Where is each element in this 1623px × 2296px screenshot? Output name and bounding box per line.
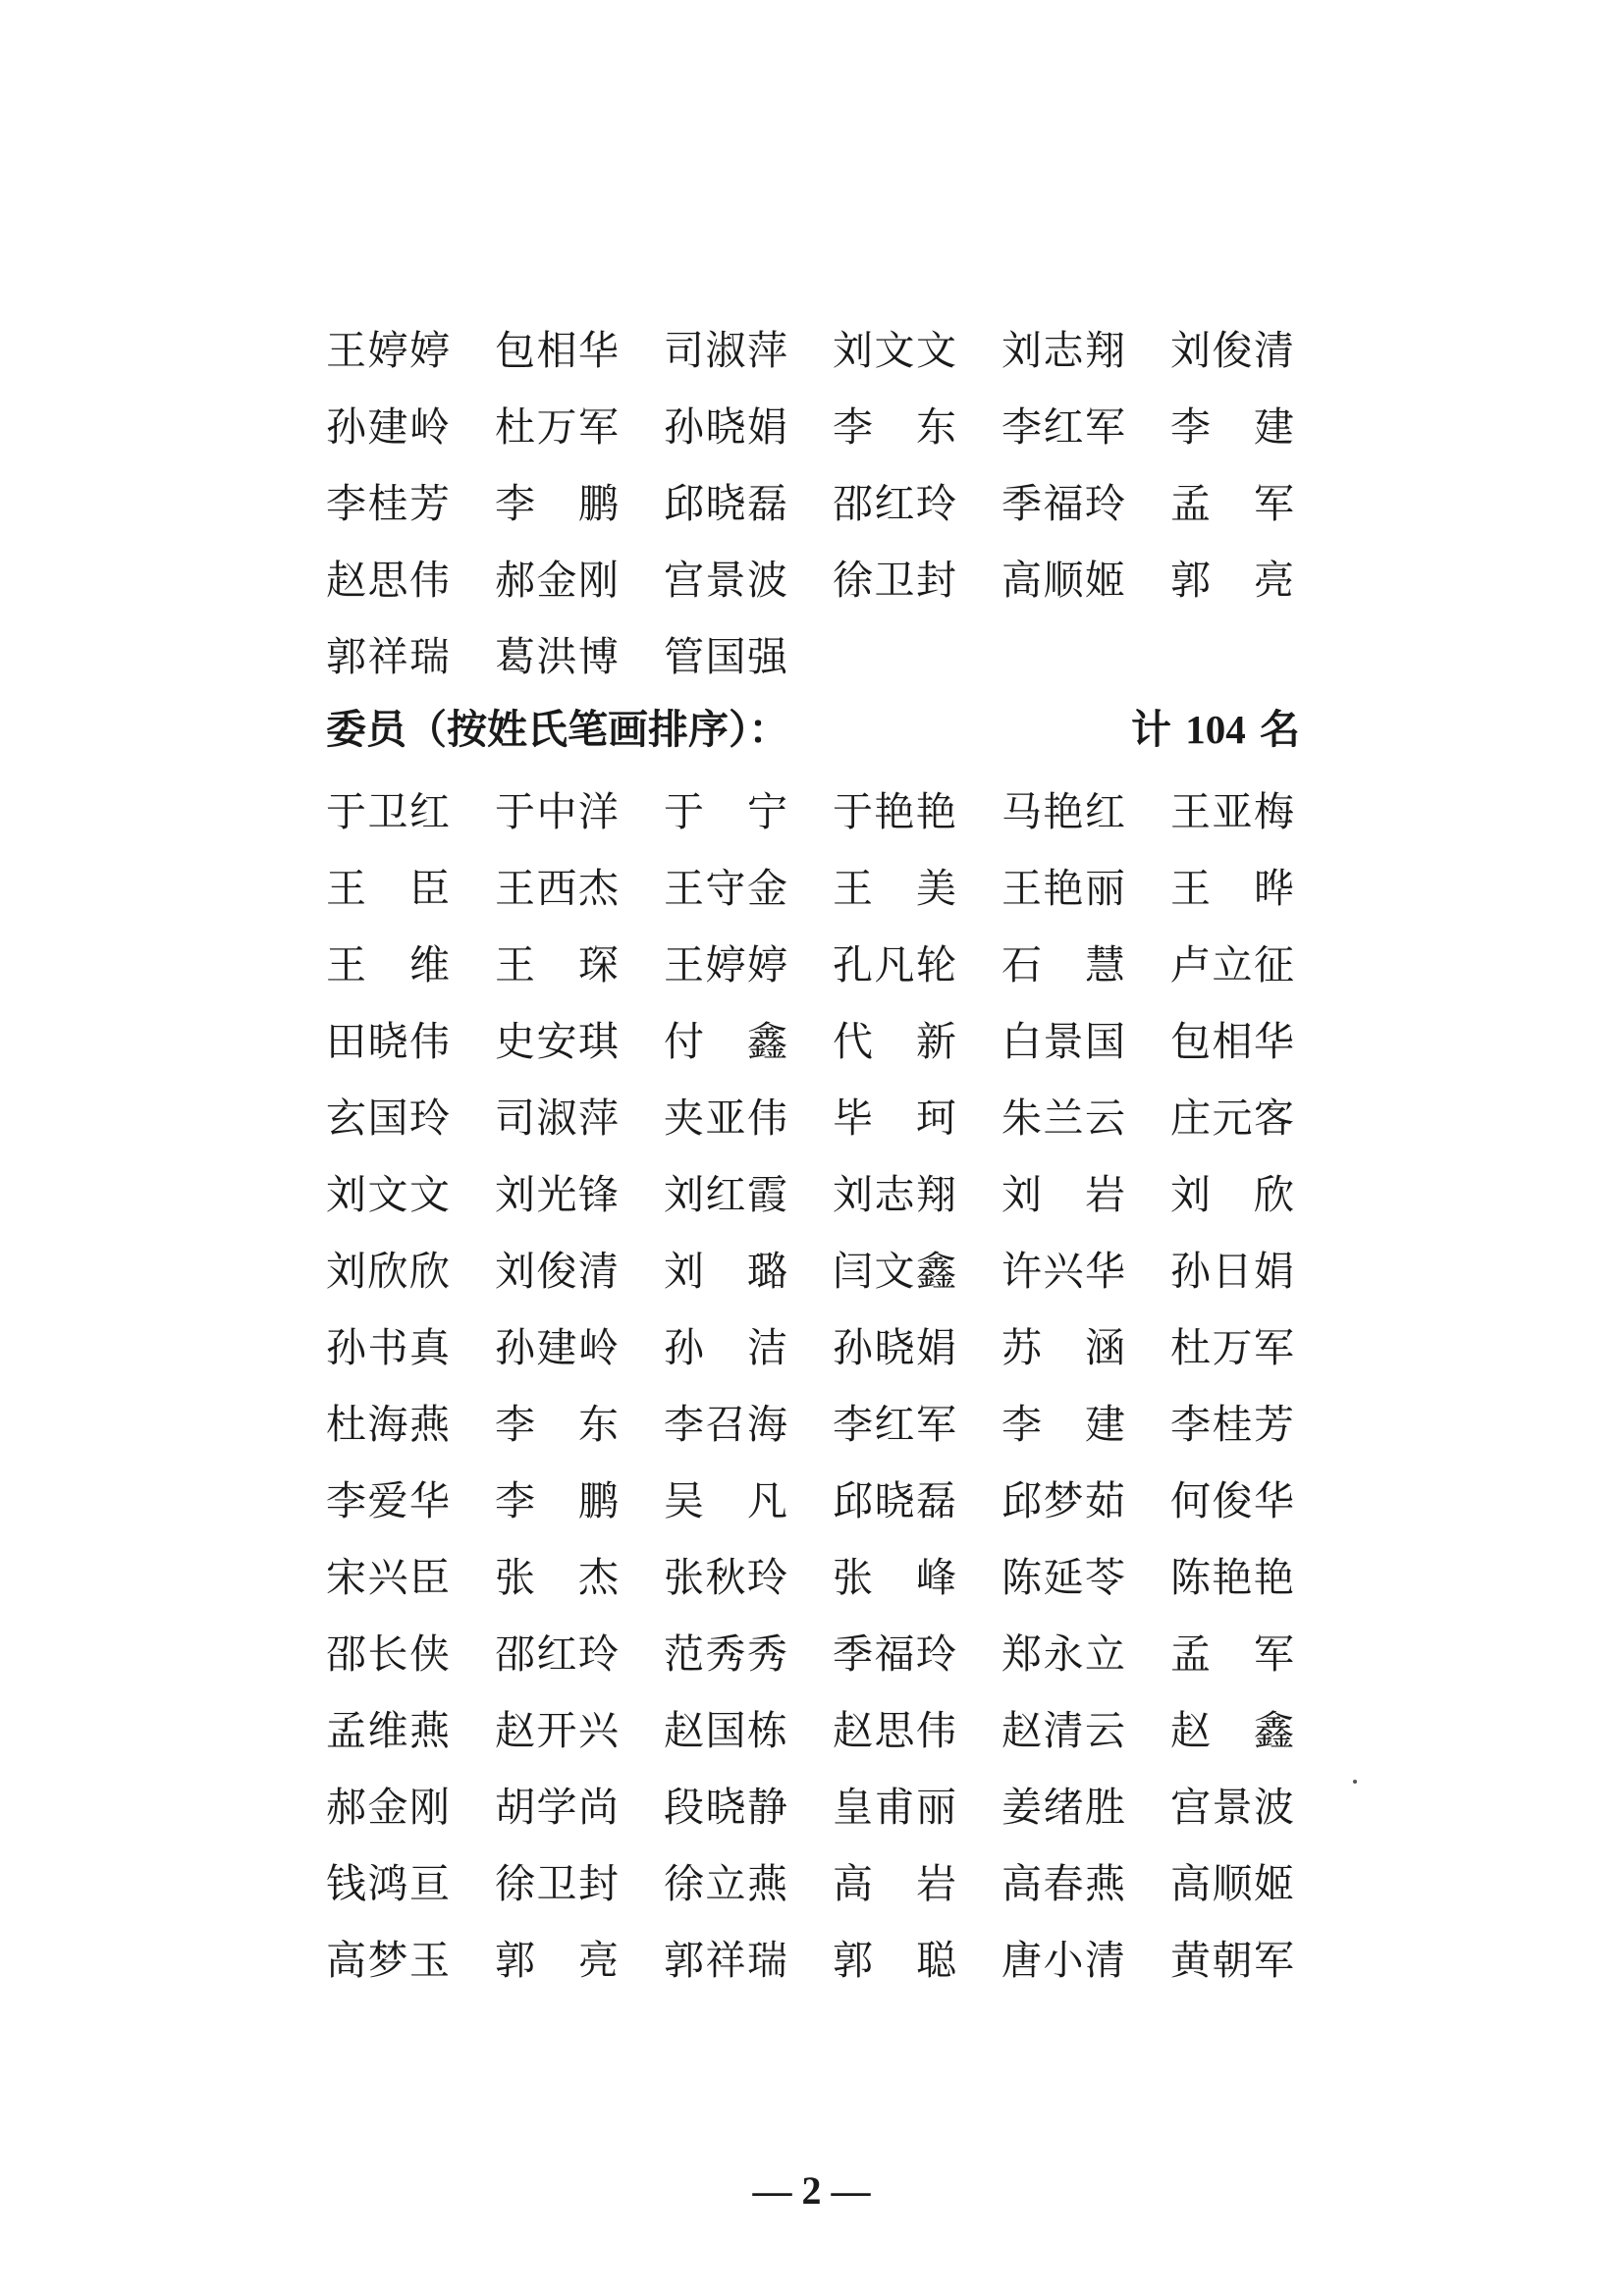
name-row (326, 1769, 1300, 1845)
members-label: 委员（按姓氏笔画排序）： (326, 705, 789, 753)
person-name: 白景国 (1001, 1018, 1125, 1065)
person-name: 杜万军 (1170, 1324, 1294, 1371)
person-name: 徐卫封 (495, 1860, 619, 1907)
name-row (326, 1080, 1300, 1156)
person-name: 王 美 (833, 865, 956, 912)
members-name-list (326, 774, 1300, 1999)
person-name: 张 杰 (495, 1554, 619, 1601)
person-name: 于 宁 (664, 788, 787, 835)
person-name: 陈延苓 (1001, 1554, 1125, 1601)
person-name: 王 维 (326, 941, 450, 988)
person-name: 庄元客 (1170, 1095, 1294, 1142)
person-name: 赵 鑫 (1170, 1707, 1294, 1754)
person-name: 范秀秀 (664, 1630, 787, 1678)
person-name: 许兴华 (1001, 1248, 1125, 1295)
person-name: 刘 岩 (1001, 1171, 1125, 1218)
person-name: 赵思伟 (326, 557, 450, 604)
person-name: 李红军 (833, 1401, 956, 1448)
person-name: 刘俊清 (1170, 327, 1294, 374)
name-row (326, 1003, 1300, 1080)
person-name: 郭祥瑞 (326, 633, 450, 680)
person-name: 包相华 (1170, 1018, 1294, 1065)
person-name: 李 建 (1170, 403, 1294, 451)
person-name: 宫景波 (1170, 1784, 1294, 1831)
name-row (326, 1463, 1300, 1539)
person-name: 孙日娟 (1170, 1248, 1294, 1295)
person-name: 杜万军 (495, 403, 619, 451)
person-name: 王 臣 (326, 865, 450, 912)
person-name: 李爱华 (326, 1477, 450, 1524)
person-name: 刘文文 (833, 327, 956, 374)
name-row (326, 1922, 1300, 1999)
person-name: 郝金刚 (495, 557, 619, 604)
person-name: 赵开兴 (495, 1707, 619, 1754)
person-name: 李 东 (495, 1401, 619, 1448)
person-name: 李桂芳 (326, 480, 450, 527)
person-name: 赵思伟 (833, 1707, 956, 1754)
person-name: 陈艳艳 (1170, 1554, 1294, 1601)
person-name: 郭 亮 (1170, 557, 1294, 604)
person-name: 张 峰 (833, 1554, 956, 1601)
person-name: 唐小清 (1001, 1937, 1125, 1984)
person-name: 李桂芳 (1170, 1401, 1294, 1448)
person-name: 吴 凡 (664, 1477, 787, 1524)
person-name: 刘红霞 (664, 1171, 787, 1218)
person-name: 刘俊清 (495, 1248, 619, 1295)
person-name: 闫文鑫 (833, 1248, 956, 1295)
person-name: 孟 军 (1170, 1630, 1294, 1678)
person-name: 孔凡轮 (833, 941, 956, 988)
person-name: 高顺姬 (1001, 557, 1125, 604)
person-name: 王守金 (664, 865, 787, 912)
person-name: 宋兴臣 (326, 1554, 450, 1601)
name-row (326, 1156, 1300, 1233)
person-name: 葛洪博 (495, 633, 619, 680)
person-name: 宫景波 (664, 557, 787, 604)
page-number: — 2 — (752, 2168, 871, 2213)
person-name: 管国强 (664, 633, 787, 680)
name-row (326, 1233, 1300, 1309)
person-name: 季福玲 (833, 1630, 956, 1678)
person-name: 苏 涵 (1001, 1324, 1125, 1371)
person-name: 郭 聪 (833, 1937, 956, 1984)
person-name: 孙晓娟 (664, 403, 787, 451)
person-name: 刘志翔 (833, 1171, 956, 1218)
person-name: 邱梦茹 (1001, 1477, 1125, 1524)
person-name: 王艳丽 (1001, 865, 1125, 912)
person-name: 皇甫丽 (833, 1784, 956, 1831)
person-name: 杜海燕 (326, 1401, 450, 1448)
person-name: 刘 欣 (1170, 1171, 1294, 1218)
person-name: 王婷婷 (664, 941, 787, 988)
members-count-number: 104 (1185, 706, 1246, 752)
name-row (326, 1539, 1300, 1616)
person-name: 李 建 (1001, 1401, 1125, 1448)
person-name: 于中洋 (495, 788, 619, 835)
person-name: 刘志翔 (1001, 327, 1125, 374)
person-name: 郭 亮 (495, 1937, 619, 1984)
name-row (326, 389, 1300, 465)
first-name-list (326, 312, 1300, 695)
person-name: 包相华 (495, 327, 619, 374)
person-name: 段晓静 (664, 1784, 787, 1831)
person-name: 邱晓磊 (664, 480, 787, 527)
name-row (326, 465, 1300, 542)
name-row (326, 927, 1300, 1003)
name-row (326, 1386, 1300, 1463)
name-row (326, 1692, 1300, 1769)
person-name: 夹亚伟 (664, 1095, 787, 1142)
members-count-prefix: 计 (1130, 705, 1171, 753)
person-name: 高 岩 (833, 1860, 956, 1907)
person-name: 孙晓娟 (833, 1324, 956, 1371)
person-name: 钱鸿亘 (326, 1860, 450, 1907)
person-name: 司淑萍 (664, 327, 787, 374)
person-name: 毕 珂 (833, 1095, 956, 1142)
person-name: 高梦玉 (326, 1937, 450, 1984)
person-name: 赵国栋 (664, 1707, 787, 1754)
person-name: 刘光锋 (495, 1171, 619, 1218)
person-name: 孙建岭 (495, 1324, 619, 1371)
person-name: 李 鹏 (495, 1477, 619, 1524)
person-name: 孟 军 (1170, 480, 1294, 527)
person-name: 王 琛 (495, 941, 619, 988)
name-row (326, 1309, 1300, 1386)
person-name: 卢立征 (1170, 941, 1294, 988)
person-name: 王 晔 (1170, 865, 1294, 912)
person-name: 黄朝军 (1170, 1937, 1294, 1984)
name-row (326, 1845, 1300, 1922)
person-name: 王亚梅 (1170, 788, 1294, 835)
name-row (326, 618, 1300, 695)
person-name: 马艳红 (1001, 788, 1125, 835)
person-name: 高春燕 (1001, 1860, 1125, 1907)
person-name: 孟维燕 (326, 1707, 450, 1754)
person-name: 高顺姬 (1170, 1860, 1294, 1907)
person-name: 王婷婷 (326, 327, 450, 374)
person-name: 邵长侠 (326, 1630, 450, 1678)
person-name: 孙建岭 (326, 403, 450, 451)
person-name: 胡学尚 (495, 1784, 619, 1831)
person-name: 何俊华 (1170, 1477, 1294, 1524)
person-name: 张秋玲 (664, 1554, 787, 1601)
person-name: 孙书真 (326, 1324, 450, 1371)
scan-speck (1353, 1780, 1357, 1784)
person-name: 李 东 (833, 403, 956, 451)
members-count-suffix: 名 (1260, 705, 1300, 753)
person-name: 孙 洁 (664, 1324, 787, 1371)
person-name: 邱晓磊 (833, 1477, 956, 1524)
person-name: 郝金刚 (326, 1784, 450, 1831)
person-name: 刘文文 (326, 1171, 450, 1218)
person-name: 司淑萍 (495, 1095, 619, 1142)
person-name: 田晓伟 (326, 1018, 450, 1065)
person-name: 史安琪 (495, 1018, 619, 1065)
person-name: 徐立燕 (664, 1860, 787, 1907)
person-name: 代 新 (833, 1018, 956, 1065)
person-name: 朱兰云 (1001, 1095, 1125, 1142)
person-name: 石 慧 (1001, 941, 1125, 988)
name-row (326, 312, 1300, 389)
name-row (326, 774, 1300, 850)
name-row (326, 1616, 1300, 1692)
person-name: 姜绪胜 (1001, 1784, 1125, 1831)
person-name: 玄国玲 (326, 1095, 450, 1142)
person-name: 付 鑫 (664, 1018, 787, 1065)
members-header (326, 687, 1300, 764)
person-name: 郑永立 (1001, 1630, 1125, 1678)
person-name: 刘欣欣 (326, 1248, 450, 1295)
person-name: 李召海 (664, 1401, 787, 1448)
person-name: 邵红玲 (495, 1630, 619, 1678)
person-name: 郭祥瑞 (664, 1937, 787, 1984)
person-name: 邵红玲 (833, 480, 956, 527)
person-name: 刘 璐 (664, 1248, 787, 1295)
person-name: 季福玲 (1001, 480, 1125, 527)
person-name: 徐卫封 (833, 557, 956, 604)
name-row (326, 850, 1300, 927)
person-name: 于艳艳 (833, 788, 956, 835)
person-name: 王西杰 (495, 865, 619, 912)
person-name: 李 鹏 (495, 480, 619, 527)
person-name: 李红军 (1001, 403, 1125, 451)
members-count (1131, 697, 1300, 755)
person-name: 赵清云 (1001, 1707, 1125, 1754)
name-row (326, 542, 1300, 618)
person-name: 于卫红 (326, 788, 450, 835)
